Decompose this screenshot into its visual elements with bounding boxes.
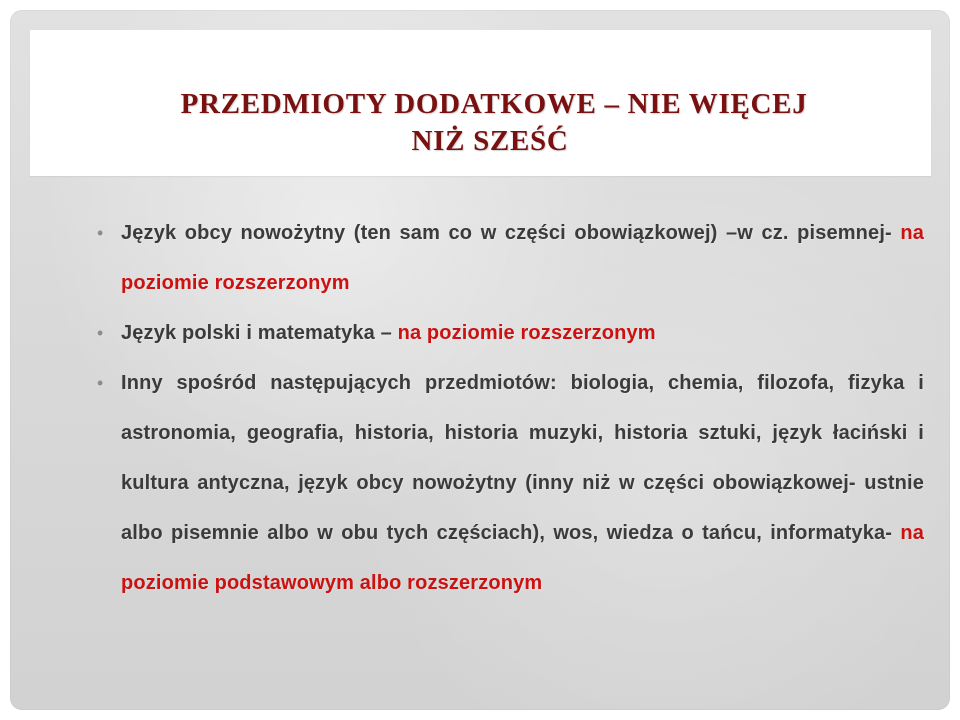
bullet-text: Inny spośród następujących przedmiotów: biologia, chemia, filozofa, fizyka i astronomia, geografia, historia, historia muzyki, historia sztuki, język łaciński i kultura antyczna, język obcy nowożytny (inny niż w części obowiązkowej- ustnie albo pisemnie albo w obu tych częściach), wos, wiedza o tańcu, informatyka- [121, 372, 924, 544]
bullet-icon: • [97, 373, 104, 393]
presentation-slide [10, 10, 950, 710]
bullet-icon: • [97, 323, 104, 343]
bullet-icon: • [97, 223, 104, 243]
slide-title-line-1: PRZEDMIOTY DODATKOWE – NIE WIĘCEJ [180, 88, 808, 120]
bullet-highlight: na poziomie rozszerzonym [397, 322, 656, 344]
bullet-text: Język polski i matematyka – [121, 322, 398, 344]
bullet-text: Język obcy nowożytny (ten sam co w części obowiązkowej) –w cz. pisemnej- [121, 222, 901, 244]
slide-content [94, 208, 924, 608]
bullet-item-other-subjects [94, 358, 924, 608]
bullet-highlight: na poziomie rozszerzonym [121, 222, 924, 294]
bullet-highlight: na poziomie podstawowym albo rozszerzonym [121, 522, 924, 594]
bullet-item-polish-and-math [94, 308, 924, 358]
slide-title-line-2: NIŻ SZEŚĆ [411, 125, 569, 157]
bullet-item-foreign-language [94, 208, 924, 308]
slide-title [10, 89, 950, 156]
